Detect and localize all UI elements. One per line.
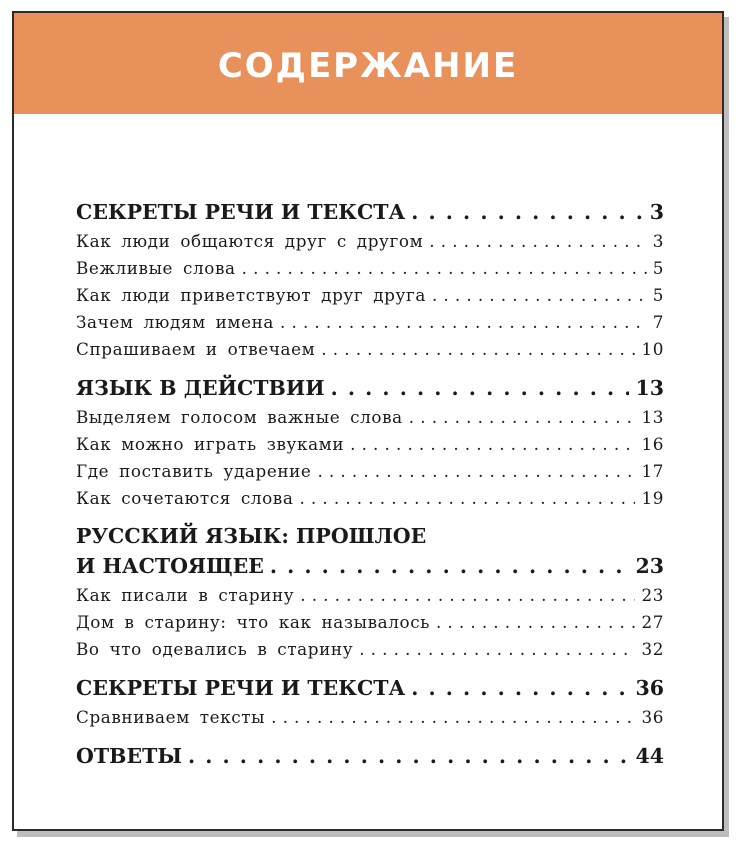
dot-leader [409, 404, 636, 431]
toc-entry[interactable] [76, 636, 664, 663]
dot-leader [280, 309, 647, 336]
entry-title: Как сочетаются слова [76, 488, 294, 508]
entry-title: Вежливые слова [76, 258, 236, 278]
dot-leader [271, 704, 635, 731]
dot-leader [300, 582, 635, 609]
dot-leader [429, 228, 646, 255]
page-number: 27 [641, 612, 664, 632]
table-of-contents [76, 197, 664, 782]
dot-leader [411, 673, 629, 704]
dot-leader [299, 485, 635, 512]
entry-title: Выделяем голосом важные слова [76, 407, 403, 427]
toc-entry[interactable] [76, 704, 664, 731]
toc-section-heading[interactable] [76, 197, 664, 228]
dot-leader [359, 636, 635, 663]
entry-title: Спрашиваем и отвечаем [76, 339, 316, 359]
page-number: 32 [641, 639, 664, 659]
section-title-line1[interactable]: РУССКИЙ ЯЗЫК: ПРОШЛОЕ [76, 524, 427, 548]
entry-title: Как люди общаются друг с другом [76, 231, 424, 251]
section-title: ОТВЕТЫ [76, 744, 182, 768]
page-number: 44 [635, 744, 664, 768]
book-page [12, 11, 724, 831]
section-title: ЯЗЫК В ДЕЙСТВИИ [76, 376, 325, 400]
dot-leader [432, 282, 647, 309]
page-number: 36 [641, 707, 664, 727]
entry-title: Сравниваем тексты [76, 707, 266, 727]
page-number: 36 [635, 676, 664, 700]
toc-entry[interactable] [76, 431, 664, 458]
toc-section-heading[interactable] [76, 673, 664, 704]
toc-entry[interactable] [76, 582, 664, 609]
page-number: 16 [641, 434, 664, 454]
section-title: И НАСТОЯЩЕЕ [76, 554, 264, 578]
toc-section-1 [76, 197, 664, 363]
page-number: 19 [641, 488, 664, 508]
section-title: СЕКРЕТЫ РЕЧИ И ТЕКСТА [76, 200, 406, 224]
page-number: 17 [641, 461, 664, 481]
entry-title: Как люди приветствуют друг друга [76, 285, 426, 305]
toc-section-heading[interactable] [76, 741, 664, 772]
toc-section-4 [76, 673, 664, 731]
toc-entry[interactable] [76, 404, 664, 431]
page-number: 23 [635, 554, 664, 578]
page-title: СОДЕРЖАНИЕ [217, 45, 519, 86]
page-number: 5 [652, 285, 664, 305]
toc-section-heading[interactable] [76, 551, 664, 582]
entry-title: Где поставить ударение [76, 461, 312, 481]
dot-leader [350, 431, 635, 458]
entry-title: Как можно играть звуками [76, 434, 345, 454]
dot-leader [188, 741, 630, 772]
dot-leader [242, 255, 647, 282]
page-number: 13 [635, 376, 664, 400]
entry-title: Как писали в старину [76, 585, 295, 605]
dot-leader [270, 551, 630, 582]
dot-leader [411, 197, 644, 228]
toc-entry[interactable] [76, 485, 664, 512]
entry-title: Дом в старину: что как называлось [76, 612, 430, 632]
toc-section-5 [76, 741, 664, 772]
toc-entry[interactable] [76, 255, 664, 282]
dot-leader [436, 609, 635, 636]
entry-title: Во что одевались в старину [76, 639, 354, 659]
header-banner [14, 13, 722, 114]
toc-entry[interactable] [76, 336, 664, 363]
entry-title: Зачем людям имена [76, 312, 275, 332]
dot-leader [321, 336, 635, 363]
page-number: 23 [641, 585, 664, 605]
page-number: 7 [652, 312, 664, 332]
page-number: 5 [652, 258, 664, 278]
toc-entry[interactable] [76, 609, 664, 636]
toc-section-3 [76, 522, 664, 663]
section-title: СЕКРЕТЫ РЕЧИ И ТЕКСТА [76, 676, 406, 700]
toc-section-heading[interactable] [76, 373, 664, 404]
toc-entry[interactable] [76, 282, 664, 309]
toc-entry[interactable] [76, 309, 664, 336]
page-number: 13 [641, 407, 664, 427]
toc-section-2 [76, 373, 664, 512]
page-number: 3 [652, 231, 664, 251]
dot-leader [331, 373, 630, 404]
page-number: 3 [649, 200, 664, 224]
dot-leader [317, 458, 635, 485]
page-number: 10 [641, 339, 664, 359]
toc-entry[interactable] [76, 228, 664, 255]
toc-entry[interactable] [76, 458, 664, 485]
